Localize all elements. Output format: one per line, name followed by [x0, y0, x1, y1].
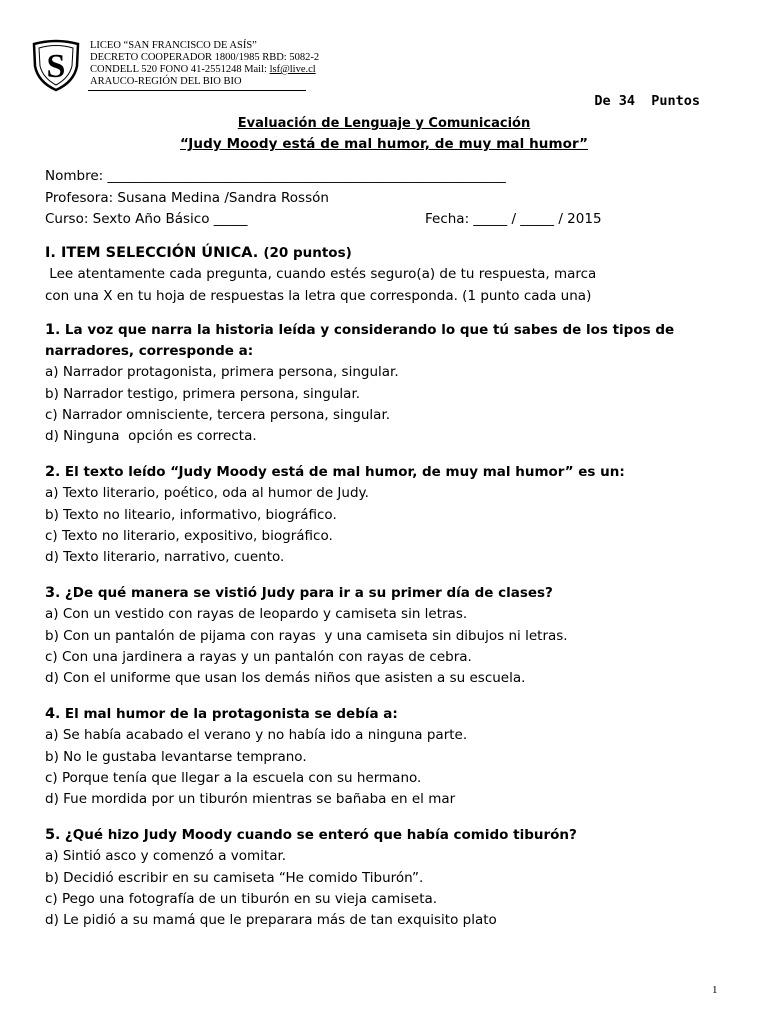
option-a: a) Sintió asco y comenzó a vomitar.	[45, 848, 287, 865]
question-stem: 5. ¿Qué hizo Judy Moody cuando se enteró que había comido tiburón?	[45, 827, 577, 844]
school-address: CONDELL 520 FONO 41-2551248 Mail: lsf@live.cl	[90, 64, 316, 75]
section-instructions: Lee atentamente cada pregunta, cuando estés seguro(a) de tu respuesta, marca con una X en tu hoja de respuestas la letra que corresponda. (1 punto cada una)	[45, 266, 597, 304]
option-c: c) Texto no literario, expositivo, biográfico.	[45, 527, 333, 544]
option-c: c) Con una jardinera a rayas y un pantalón con rayas de cebra.	[45, 648, 472, 665]
option-d: d) Con el uniforme que usan los demás niños que asisten a su escuela.	[45, 670, 526, 687]
school-letterhead	[90, 40, 319, 88]
option-d: d) Fue mordida por un tiburón mientras se bañaba en el mar	[45, 791, 456, 808]
option-b: b) Narrador testigo, primera persona, singular.	[45, 385, 361, 402]
question-list	[45, 320, 735, 946]
student-info	[45, 166, 602, 231]
exam-subject: Evaluación de Lenguaje y Comunicación	[237, 116, 531, 131]
option-b: b) Con un pantalón de pijama con rayas y una camiseta sin dibujos ni letras.	[45, 627, 568, 644]
question-3	[45, 583, 735, 689]
exam-book-title: “Judy Moody está de mal humor, de muy mal humor”	[179, 136, 589, 152]
option-c: c) Pego una fotografía de un tiburón en su vieja camiseta.	[45, 890, 438, 907]
option-c: c) Narrador omnisciente, tercera persona, singular.	[45, 406, 391, 423]
exam-title	[0, 114, 768, 154]
profesora-field: Profesora: Susana Medina /Sandra Rossón	[45, 189, 329, 206]
question-number: 3	[45, 585, 56, 602]
option-d: d) Le pidió a su mamá que le preparara más de tan exquisito plato	[45, 912, 497, 929]
question-2	[45, 462, 735, 568]
total-points: De 34 Puntos	[594, 93, 700, 109]
school-region: ARAUCO-REGIÓN DEL BIO BIO	[90, 76, 242, 87]
question-stem: 2. El texto leído “Judy Moody está de mal humor, de muy mal humor” es un:	[45, 464, 625, 481]
option-a: a) Con un vestido con rayas de leopardo y camiseta sin letras.	[45, 606, 468, 623]
curso-field: Curso: Sexto Año Básico _____	[45, 211, 248, 227]
curso-fecha-row	[45, 209, 602, 231]
section-points: (20 puntos)	[263, 245, 352, 261]
option-b: b) Texto no liteario, informativo, biográfico.	[45, 506, 337, 523]
question-5	[45, 825, 735, 931]
option-a: a) Texto literario, poético, oda al humor de Judy.	[45, 485, 369, 502]
option-a: a) Se había acabado el verano y no había ido a ninguna parte.	[45, 727, 468, 744]
option-b: b) Decidió escribir en su camiseta “He comido Tiburón”.	[45, 869, 424, 886]
school-shield-logo	[30, 38, 82, 92]
question-number: 4	[45, 706, 56, 723]
option-a: a) Narrador protagonista, primera persona, singular.	[45, 364, 399, 381]
option-d: d) Ninguna opción es correcta.	[45, 428, 257, 445]
question-stem: 4. El mal humor de la protagonista se debía a:	[45, 706, 398, 723]
option-b: b) No le gustaba levantarse temprano.	[45, 748, 307, 765]
page-number: 1	[712, 984, 718, 996]
question-1	[45, 320, 735, 447]
question-stem: 3. ¿De qué manera se vistió Judy para ir a su primer día de clases?	[45, 585, 553, 602]
question-number: 1	[45, 322, 56, 338]
letterhead-divider	[88, 90, 306, 91]
question-number: 5	[45, 827, 56, 844]
school-email: lsf@live.cl	[269, 64, 316, 75]
question-4	[45, 704, 735, 810]
school-name: LICEO “SAN FRANCISCO DE ASÍS”	[90, 40, 257, 51]
question-number: 2	[45, 464, 56, 481]
fecha-field: Fecha: _____ / _____ / 2015	[425, 211, 602, 227]
option-d: d) Texto literario, narrativo, cuento.	[45, 549, 285, 566]
logo-letter: S	[46, 48, 66, 85]
section-selection	[45, 242, 725, 307]
school-decree: DECRETO COOPERADOR 1800/1985 RBD: 5082-2	[90, 52, 320, 63]
option-c: c) Porque tenía que llegar a la escuela con su hermano.	[45, 769, 422, 786]
question-stem: 1. La voz que narra la historia leída y considerando lo que tú sabes de los tipos de narradores, corresponde a:	[45, 322, 675, 360]
section-title: I. ITEM SELECCIÓN ÚNICA. (20 puntos)	[45, 245, 352, 261]
nombre-field: Nombre: ___________________________________________________________	[45, 168, 506, 184]
